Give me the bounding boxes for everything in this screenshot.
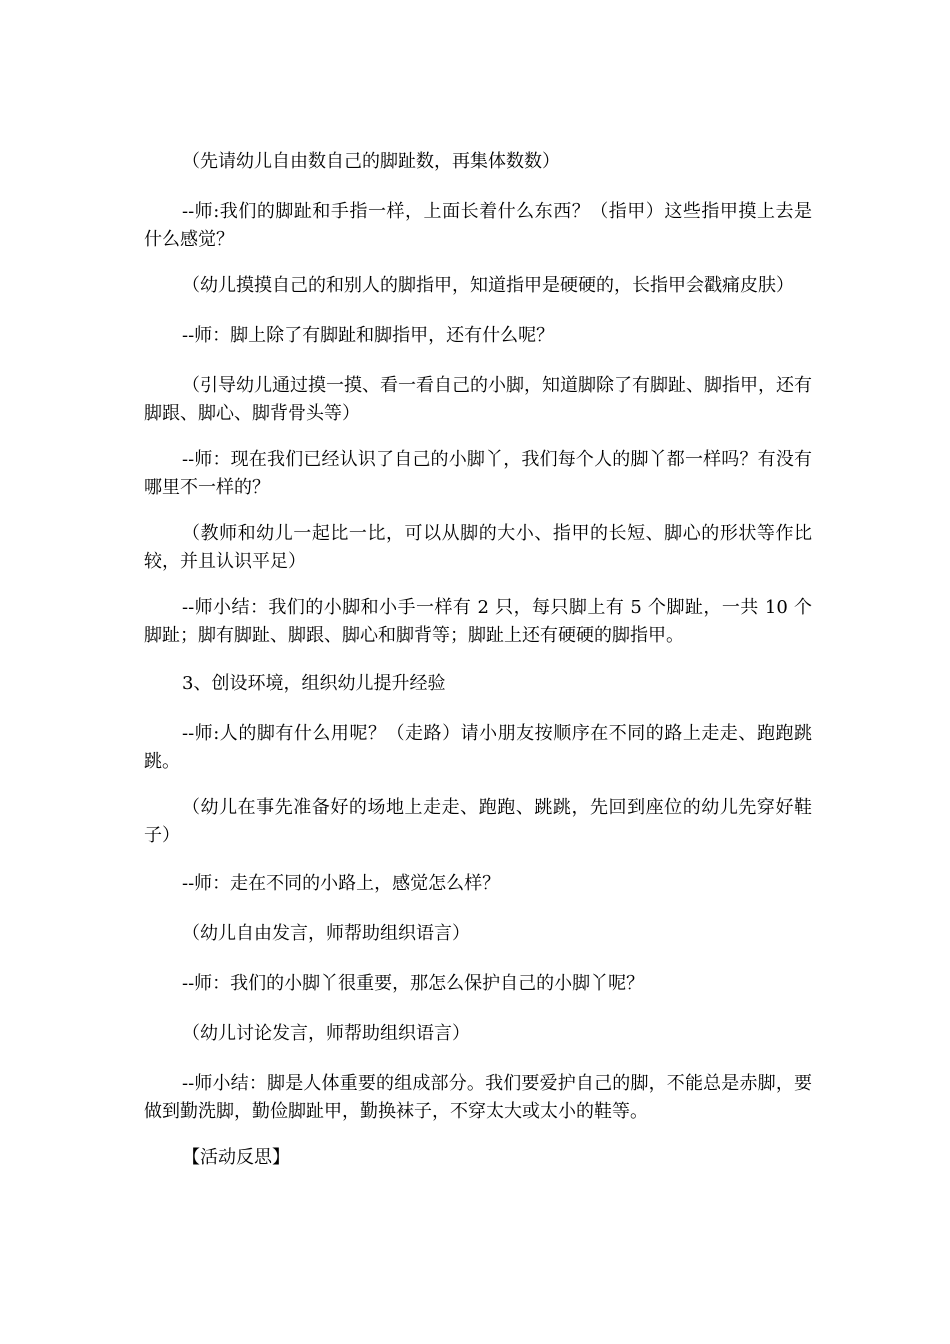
paragraph-children-discussion: （幼儿讨论发言，师帮助组织语言） — [182, 1023, 470, 1044]
paragraph-teacher-summary-protect: --师小结：脚是人体重要的组成部分。我们要爱护自己的脚，不能总是赤脚，要做到勤洗脚，勤俭脚趾甲，勤换袜子，不穿太大或太小的鞋等。 — [144, 1073, 812, 1122]
paragraph-teacher-feeling-question: --师：走在不同的小路上，感觉怎么样？ — [182, 873, 501, 894]
paragraph-children-touch-nails: （幼儿摸摸自己的和别人的脚指甲，知道指甲是硬硬的，长指甲会戳痛皮肤） — [182, 275, 794, 296]
paragraph-teacher-protect-question: --师：我们的小脚丫很重要，那怎么保护自己的小脚丫呢？ — [182, 973, 645, 994]
paragraph-teacher-summary-feet: --师小结：我们的小脚和小手一样有 2 只，每只脚上有 5 个脚趾，一共 10 个脚趾；脚有脚趾、脚跟、脚心和脚背等；脚趾上还有硬硬的脚指甲。 — [144, 597, 812, 646]
paragraph-guide-touch-feet: （引导幼儿通过摸一摸、看一看自己的小脚，知道脚除了有脚趾、脚指甲，还有脚跟、脚心、脚背骨头等） — [144, 375, 812, 424]
paragraph-teacher-compare-question: --师：现在我们已经认识了自己的小脚丫，我们每个人的脚丫都一样吗？有没有哪里不一样的？ — [144, 449, 812, 498]
section-heading-create-environment: 3、创设环境，组织幼儿提升经验 — [182, 673, 446, 694]
paragraph-teacher-feet-use: --师:人的脚有什么用呢？（走路）请小朋友按顺序在不同的路上走走、跑跑跳跳。 — [144, 723, 812, 772]
paragraph-teacher-nails-question: --师:我们的脚趾和手指一样，上面长着什么东西？（指甲）这些指甲摸上去是什么感觉？ — [144, 201, 812, 250]
paragraph-compare-feet: （教师和幼儿一起比一比，可以从脚的大小、指甲的长短、脚心的形状等作比较，并且认识平足） — [144, 523, 812, 572]
paragraph-count-toes: （先请幼儿自由数自己的脚趾数，再集体数数） — [182, 151, 560, 172]
paragraph-children-free-speech: （幼儿自由发言，师帮助组织语言） — [182, 923, 470, 944]
section-heading-activity-reflection: 【活动反思】 — [182, 1147, 290, 1168]
paragraph-teacher-what-else: --师：脚上除了有脚趾和脚指甲，还有什么呢？ — [182, 325, 555, 346]
paragraph-children-walk-run: （幼儿在事先准备好的场地上走走、跑跑、跳跳，先回到座位的幼儿先穿好鞋子） — [144, 797, 812, 846]
